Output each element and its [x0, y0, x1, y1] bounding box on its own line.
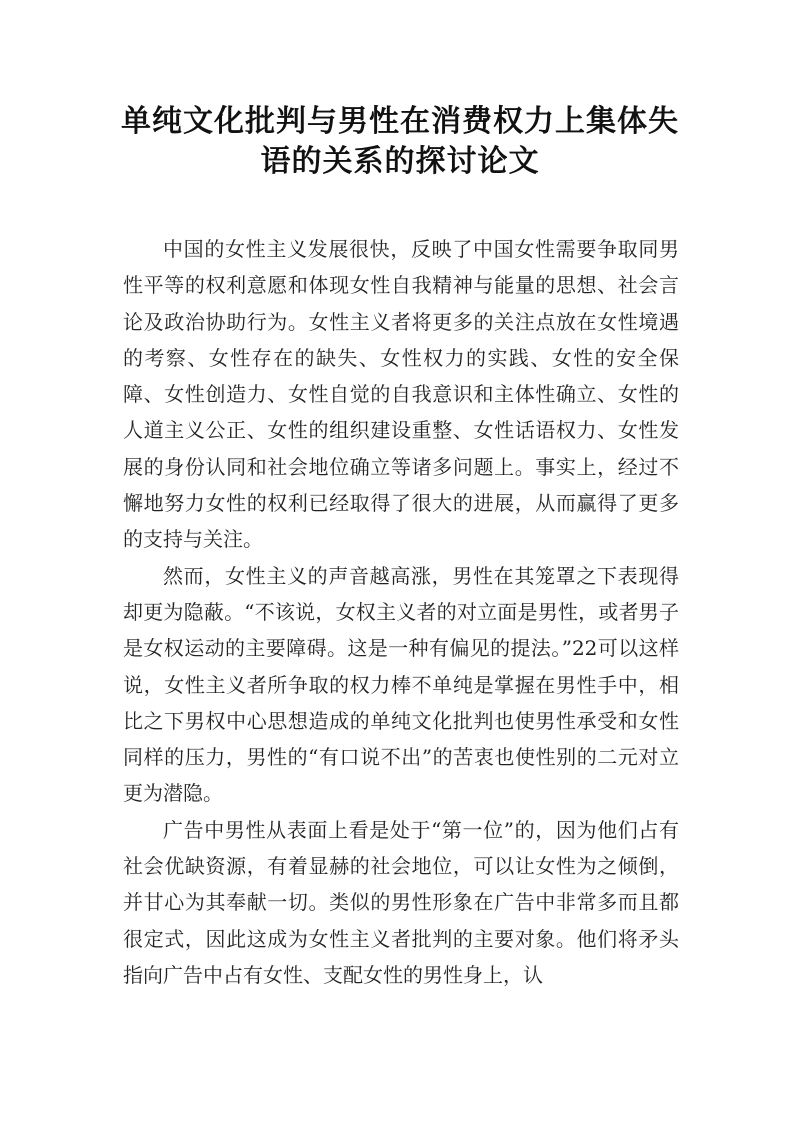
body-paragraph-3: 广告中男性从表面上看是处于“第一位”的，因为他们占有社会优缺资源，有着显赫的社会地位，可以让女性为之倾倒，并甘心为其奉献一切。类似的男性形象在广告中非常多而且都很定式，因此这成为女性主义者批判的主要对象。他们将矛头指向广告中占有女性、支配女性的男性身上，认: [123, 817, 679, 987]
document-body: [123, 231, 679, 993]
document-title-line-1: 单纯文化批判与男性在消费权力上集体失: [121, 104, 679, 139]
body-paragraph-2: 然而，女性主义的声音越高涨，男性在其笼罩之下表现得却更为隐蔽。“不该说，女权主义者的对立面是男性，或者男子是女权运动的主要障碍。这是一种有偏见的提法。”22可以这样说，女性主义者所争取的权力棒不单纯是掌握在男性手中，相比之下男权中心思想造成的单纯文化批判也使男性承受和女性同样的压力，男性的“有口说不出”的苦衷也使性别的二元对立更为潜隐。: [123, 563, 679, 806]
body-paragraph-1: 中国的女性主义发展很快，反映了中国女性需要争取同男性平等的权利意愿和体现女性自我精神与能量的思想、社会言论及政治协助行为。女性主义者将更多的关注点放在女性境遇的考察、女性存在的缺失、女性权力的实践、女性的安全保障、女性创造力、女性自觉的自我意识和主体性确立、女性的人道主义公正、女性的组织建设重整、女性话语权力、女性发展的身份认同和社会地位确立等诸多问题上。事实上，经过不懈地努力女性的权利已经取得了很大的进展，从而赢得了更多的支持与关注。: [123, 237, 679, 552]
document-title-line-2: 语的关系的探讨论文: [260, 144, 540, 179]
